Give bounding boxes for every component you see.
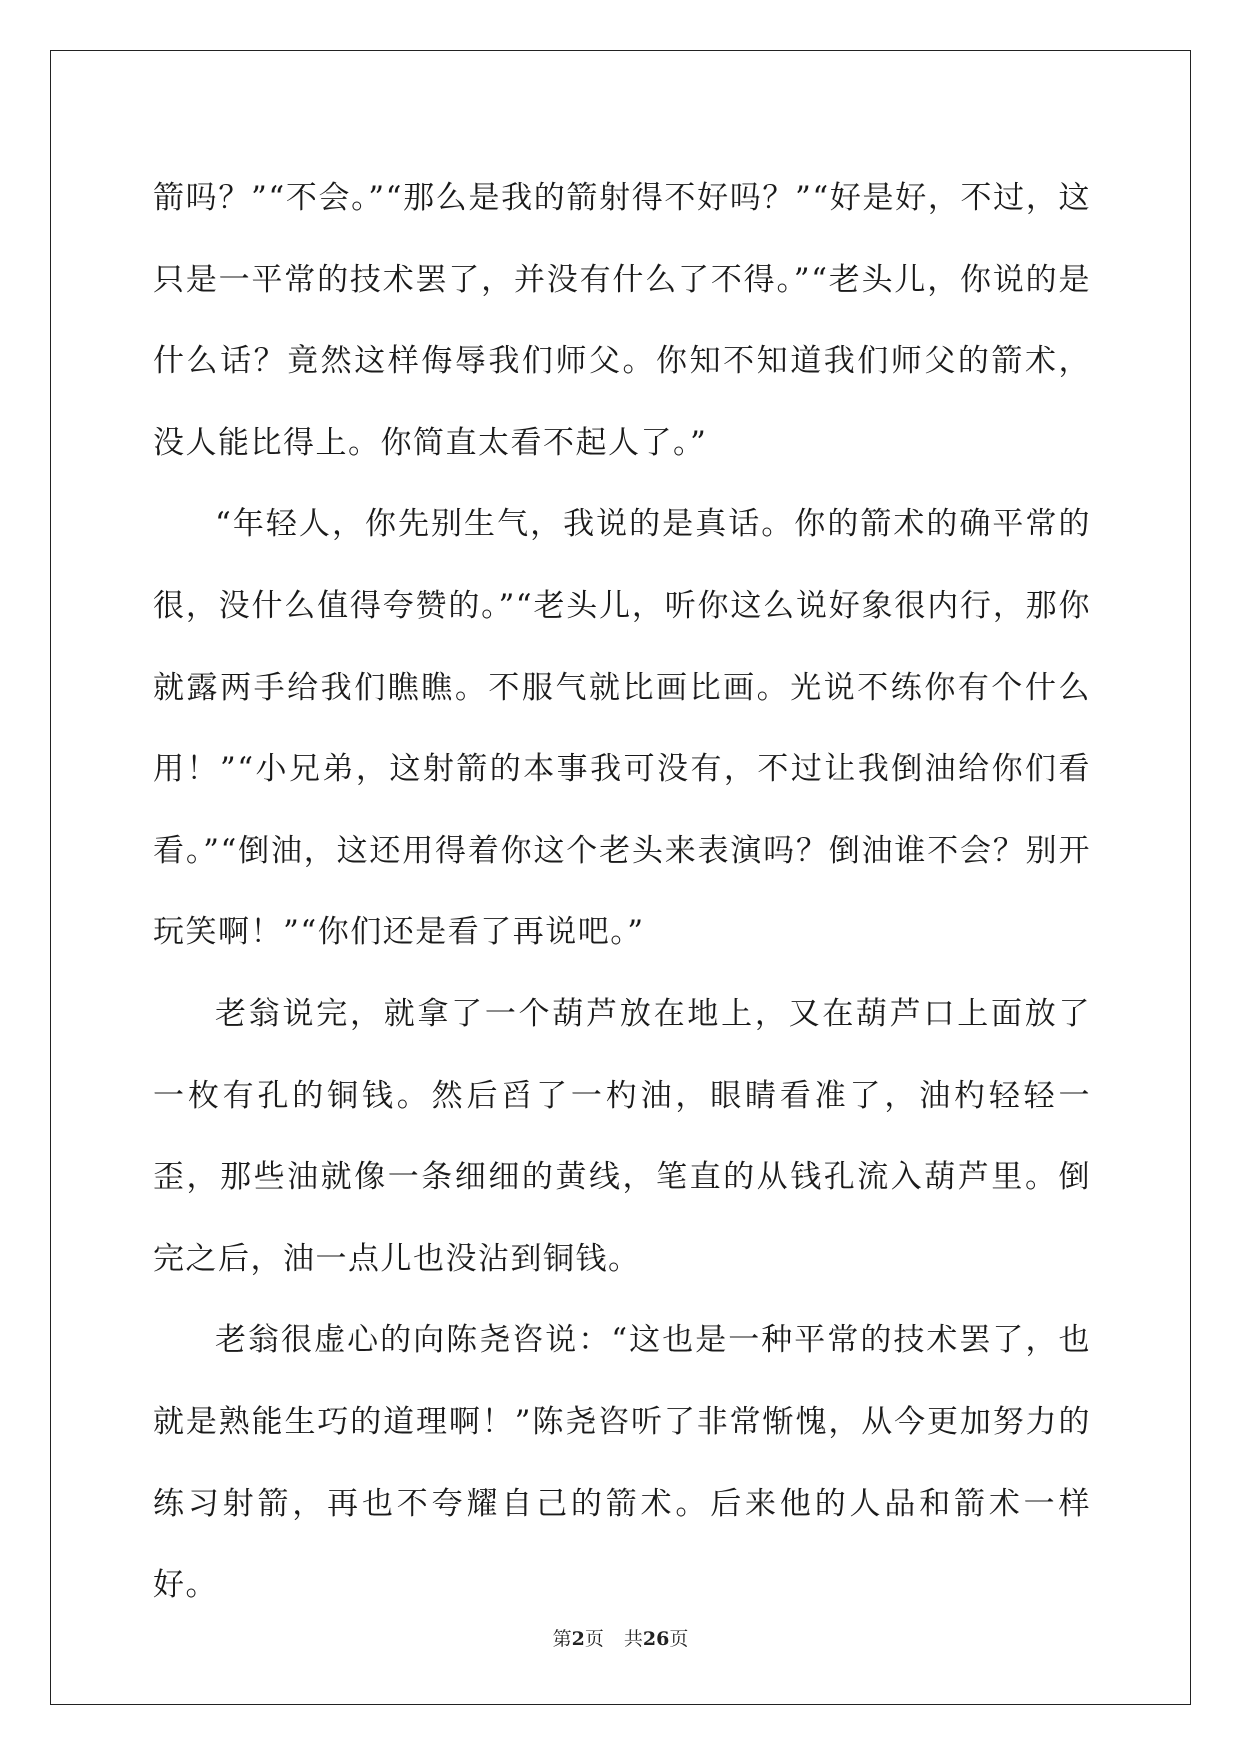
paragraph-2: “年轻人，你先别生气，我说的是真话。你的箭术的确平常的很，没什么值得夸赞的。”“老头儿，听你这么说好象很内行，那你就露两手给我们瞧瞧。不服气就比画比画。光说不练你有个什么用！”“小兄弟，这射箭的本事我可没有，不过让我倒油给你们看看。”“倒油，这还用得着你这个老头来表演吗？倒油谁不会？别开玩笑啊！”“你们还是看了再说吧。” bbox=[153, 506, 1091, 951]
paragraph-3: 老翁说完，就拿了一个葫芦放在地上，又在葫芦口上面放了一枚有孔的铜钱。然后舀了一杓油，眼睛看准了，油杓轻轻一歪，那些油就像一条细细的黄线，笔直的从钱孔流入葫芦里。倒完之后，油一点儿也没沾到铜钱。 bbox=[153, 995, 1091, 1277]
footer-page-suffix: 页 bbox=[584, 1628, 604, 1650]
total-pages-number: 26 bbox=[642, 1628, 670, 1650]
page-footer bbox=[0, 1627, 1241, 1651]
document-body bbox=[153, 158, 1091, 1627]
paragraph-4: 老翁很虚心的向陈尧咨说：“这也是一种平常的技术罢了，也就是熟能生巧的道理啊！”陈尧咨听了非常惭愧，从今更加努力的练习射箭，再也不夸耀自己的箭术。后来他的人品和箭术一样好。 bbox=[153, 1322, 1091, 1604]
footer-total-suffix: 页 bbox=[669, 1628, 689, 1650]
paragraph-1: 箭吗？”“不会。”“那么是我的箭射得不好吗？”“好是好，不过，这只是一平常的技术罢了，并没有什么了不得。”“老头儿，你说的是什么话？竟然这样侮辱我们师父。你知不知道我们师父的箭术，没人能比得上。你简直太看不起人了。” bbox=[153, 180, 1091, 461]
footer-prefix: 第 bbox=[552, 1628, 572, 1650]
footer-total-prefix: 共 bbox=[623, 1628, 643, 1650]
current-page-number: 2 bbox=[571, 1628, 585, 1650]
